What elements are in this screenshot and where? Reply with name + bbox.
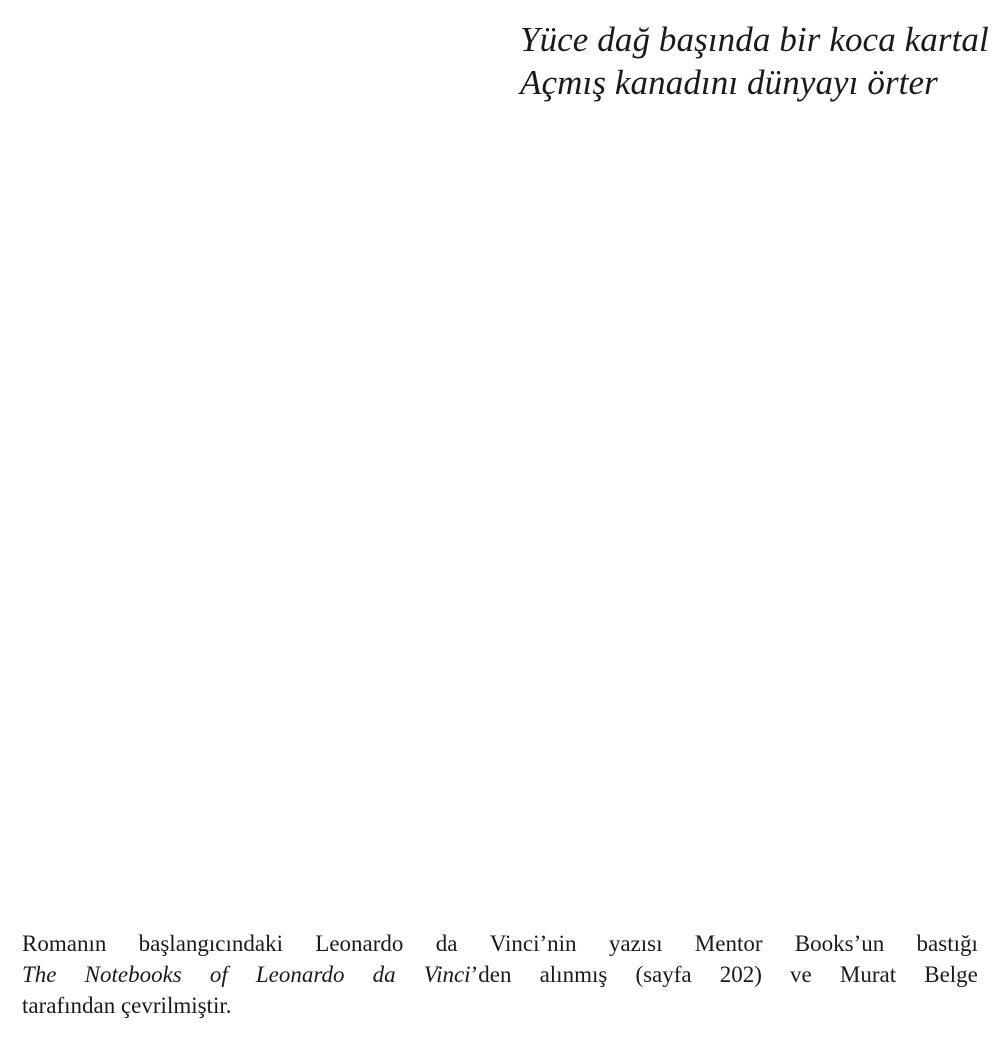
note-word-group	[424, 959, 512, 990]
epigraph-line-2: Açmış kanadını dünyayı örter	[520, 63, 938, 102]
note-word: ’den	[470, 962, 512, 987]
translation-note	[22, 928, 978, 1021]
book-title-word: Vinci	[423, 962, 471, 987]
note-word: (sayfa	[635, 962, 692, 987]
epigraph	[520, 18, 990, 104]
note-word: ve	[790, 962, 812, 987]
note-line-3: tarafından çevrilmiştir.	[22, 993, 232, 1018]
note-word: Mentor	[694, 931, 763, 956]
note-word: da	[435, 931, 458, 956]
note-line-1	[22, 928, 978, 959]
note-word: Books’un	[794, 931, 885, 956]
note-word: 202)	[719, 962, 762, 987]
book-title-word: of	[209, 962, 228, 987]
book-title-word: da	[372, 962, 396, 987]
epigraph-line-1: Yüce dağ başında bir koca kartal	[520, 20, 989, 59]
book-title-word: Notebooks	[84, 962, 182, 987]
note-word: başlangıcındaki	[138, 931, 283, 956]
note-word: alınmış	[539, 962, 608, 987]
note-word: Belge	[924, 962, 978, 987]
note-word: Murat	[839, 962, 897, 987]
note-word: Vinci’nin	[489, 931, 577, 956]
book-title-word: The	[22, 962, 57, 987]
book-title-word: Leonardo	[255, 962, 345, 987]
note-word: bastığı	[916, 931, 978, 956]
note-line-2	[22, 959, 978, 990]
note-word: Romanın	[22, 931, 107, 956]
note-word: yazısı	[608, 931, 663, 956]
note-word: Leonardo	[315, 931, 404, 956]
